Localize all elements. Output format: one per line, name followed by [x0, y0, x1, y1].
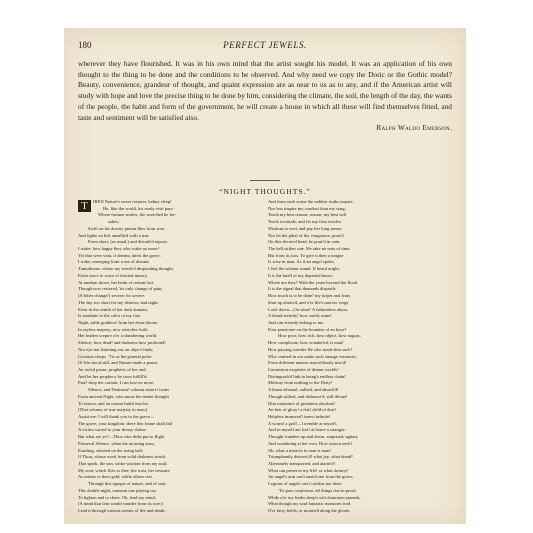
- poem-line: At random drove, her helm of reason lost.: [78, 279, 155, 285]
- poem-line: Tumultuous; where my wreck'd desponding thought,: [78, 266, 174, 272]
- poem-line: Yet that were vain, if dreams infest the grave.: [78, 252, 161, 258]
- essay-excerpt: [78, 59, 452, 134]
- poem-line: Nor let the phial of thy vengeance, pour'd: [268, 232, 344, 238]
- poem-line: It is the signal that demands dispatch:: [268, 286, 337, 292]
- poem-line: Nor less inspire my conduct than my song;: [268, 205, 346, 211]
- poem-line: He, like the world, his ready visit pays: [103, 205, 174, 211]
- poem-line: And lights on lids unsullied with a tear.: [78, 232, 150, 238]
- poem-line: From ancient Night, who nurse the tender thought: [78, 393, 169, 399]
- poem-line: (A mind that fain would wander from its woe;): [78, 501, 164, 507]
- poem-line: 'Tis past conjecture; all things rise in proof;: [278, 487, 357, 493]
- poem-line: Legions of angels can't confine me there.: [268, 481, 343, 487]
- poem-line: To lighten and to cheer. Oh, lead my mind;: [78, 494, 156, 500]
- poem-line: Lead it through various scenes of life and death;: [78, 508, 166, 514]
- poem-line: Night, sable goddess! from her ebon throne,: [78, 319, 159, 325]
- poem-line: As misers to their gold, while others rest.: [78, 474, 153, 480]
- poem-line: A worm! a god!—I tremble at myself,: [268, 420, 338, 426]
- poem-line: (That column of true majesty in man,): [78, 407, 148, 413]
- poem-line: That spark, the sun, strike wisdom from my soul;: [78, 461, 168, 467]
- poem-line: How passing wonder He who made him such!: [268, 346, 352, 352]
- poem-line: Fate! drop the curtain: I can lose no more.: [78, 380, 155, 386]
- poem-line: Silence, how dead! and darkness how profound!: [78, 340, 166, 346]
- poem-column-left: [78, 199, 265, 515]
- poem-title: “NIGHT THOUGHTS.”: [219, 187, 311, 196]
- poem-line: Connexion exquisite of distant worlds!: [268, 366, 339, 372]
- poem-line: Where are they? With the years beyond the flood: [268, 279, 358, 285]
- poem-line: Alternately transported, and alarm'd!: [268, 461, 335, 467]
- poem-line: Who centred in our make such strange extremes,: [268, 353, 357, 359]
- page-number: 180: [78, 40, 92, 50]
- poem-line: The grave, your kingdom: there this frame shall fall: [78, 420, 173, 426]
- poem-line: Of life stood still, and Nature made a pause,: [78, 360, 159, 366]
- poem-line: A dread eternity! how surely mine!: [268, 313, 332, 319]
- poem-line: It is the knell of my departed hours:: [268, 272, 334, 278]
- drop-cap: T: [78, 200, 91, 212]
- poem-line: And from each scene the noblest truths inspire.: [268, 199, 354, 204]
- poem-line: From wave to wave of fancied misery,: [78, 272, 148, 278]
- poem-line: How poor, how rich, how abject, how august,: [278, 333, 361, 339]
- poem-line: My soul, which flies to thee, her trust, her treasure: [78, 467, 170, 473]
- poem-line: Helpless immortal! insect infinite!: [268, 414, 331, 419]
- poem-line: Dim miniature of greatness absolute!: [268, 400, 336, 406]
- poem-line: In rayless majesty, now stretches forth: [78, 326, 148, 332]
- poem-line: But from its loss. To give it then a tongue: [268, 252, 344, 258]
- poem-line: Even in the zenith of her dark domain,: [78, 306, 148, 312]
- essay-paragraph: wherever they have flourished. It was in his own mind that the artist sought his model. It was an application of his own thought to the thing to be done and the conditions to be observed. And why need we copy the Doric or the Gothic model? Beauty, convenience, grandeur of thought, and quaint expression are as near to us as to any, and if the American artist will study with hope and love the precise thing to be done by him, considering the climate, the soil, the length of the day, the wants of the people, the habit and form of the government, he will create a house in which all these will find themselves fitted, and taste and sentiment will be satisfied also.: [78, 59, 452, 122]
- poem-line: An angel's arm can't snatch me from the grave;: [268, 474, 354, 480]
- poem-line: A beam ethereal, sullied, and absorb'd!: [268, 387, 339, 393]
- poem-line: O'er fairy fields; or mourn'd along the gloom: [268, 508, 350, 514]
- poem-line: From different natures marvellously mix'd!: [268, 360, 347, 366]
- poem-line: Triumphantly distress'd! what joy, what dread!: [268, 454, 353, 460]
- poem-line: Distinguish'd link in being's endless chain!: [268, 373, 346, 379]
- poem-line: This double night, transmit one pitying ray,: [78, 487, 157, 493]
- poem-line: And let her prophecy be soon fulfill'd:: [78, 373, 148, 379]
- poem-line: Teach rectitude; and fix my firm resolve: [268, 219, 342, 225]
- poem-line: An awful pause, prophetic of her end.: [78, 366, 147, 372]
- essay-author: Ralph Waldo Emerson.: [376, 123, 452, 133]
- running-title: PERFECT JEWELS.: [223, 40, 307, 50]
- poem-line: An heir of glory! a frail child of dust!: [268, 407, 337, 413]
- poem-line: Nor eye nor listening ear, an object finds;: [78, 346, 154, 352]
- poem-line: O Thou, whose word from solid darkness struck: [78, 454, 166, 460]
- poem-line: Is wise in man. As if an angel spoke,: [268, 259, 335, 265]
- poem-line: I wake: how happy they who wake no more!: [78, 246, 160, 252]
- poem-line: The bell strikes one. We take no note of time,: [268, 246, 351, 252]
- poem-line: To reason, and on reason build resolve,: [78, 400, 150, 406]
- poem-line: On this devoted head, be pour'd in vain.: [268, 239, 341, 245]
- poem-line: Exulting, shouted on the rising ball;: [78, 447, 144, 453]
- poem-line: Teach my best reason, reason; my best will: [268, 212, 347, 218]
- poem-line: Wisdom to wed, and pay her long arrear;: [268, 225, 343, 231]
- poem-line: While o'er my limbs sleep's soft dominion spreads,: [268, 494, 361, 500]
- poem-line: Look down—On what? A fathomless abyss;: [268, 306, 349, 312]
- poem-line: Thought wanders up and down, surprised, aghast,: [268, 434, 359, 440]
- poem-line: Though now restored, 'tis only change of pain,: [78, 286, 163, 292]
- poem-line: How complicate, how wonderful, is man!: [268, 340, 344, 346]
- poem-line: IRED Nature's sweet restorer, balmy sleep!: [93, 199, 172, 204]
- poem-line: How much is to be done! my hopes and fears: [268, 293, 351, 299]
- poem-line: Swift on his downy pinion flies from woe,: [88, 225, 166, 231]
- poem-line: Silence, and Darkness! solemn sisters! twins: [88, 387, 170, 393]
- poem-line: I wake, emerging from a sea of dreams: [78, 259, 149, 265]
- poem-line: From short, (as usual,) and disturb'd repose,: [88, 239, 168, 245]
- poem-line: I feel the solemn sound. If heard aright,: [268, 266, 340, 272]
- page-header: [78, 40, 452, 52]
- poem-line: Poor pensioner on the bounties of an hour?: [268, 326, 347, 332]
- poem-line: Creation sleeps. 'Tis as the general pulse: [78, 353, 152, 359]
- poem-line: (A bitter change!) severer for severe.: [78, 293, 145, 299]
- poem-line: Midway from nothing to the Deity!: [268, 380, 333, 386]
- poem-line: Though sullied, and dishonor'd, still divine!: [268, 393, 348, 399]
- poem-line: The day too short for my distress; and night,: [78, 299, 159, 305]
- poem-line: Her leaden sceptre o'er a slumbering world.: [78, 333, 158, 339]
- poem-line: sakes;: [108, 219, 120, 225]
- poem-line: What can preserve my life! or what destroy!: [268, 467, 349, 473]
- poem-line: And can eternity belong to me,: [268, 319, 325, 325]
- section-divider: [250, 180, 280, 181]
- poem-line: Primeval Silence, when the morning stars,: [78, 440, 155, 446]
- poem-line: Is sunshine to the color of my fate.: [78, 313, 142, 319]
- poem-column-right: [268, 199, 454, 515]
- book-page: [64, 28, 466, 524]
- poem-line: Through this opaque of nature, and of soul,: [88, 481, 167, 487]
- poem-line: And wondering at her own. How reason reels!: [268, 440, 353, 446]
- poem-line: Where fortune smiles; the wretched he for-: [98, 212, 177, 218]
- poem-line: Assist me: I will thank you in the grave—: [78, 414, 155, 419]
- poem-line: Oh, what a miracle to man is man!: [268, 447, 331, 453]
- poem-line: A victim sacred to your dreary shrine.: [78, 427, 147, 433]
- poem-line: Start up alarm'd, and o'er life's narrow verge: [268, 299, 349, 305]
- poem-line: And in myself am lost! at home a stranger:: [268, 427, 346, 433]
- poem-line: But what are ye?—Thou who didst put to flight: [78, 434, 165, 440]
- poem-line: What though my soul fantastic measures trod: [268, 501, 351, 507]
